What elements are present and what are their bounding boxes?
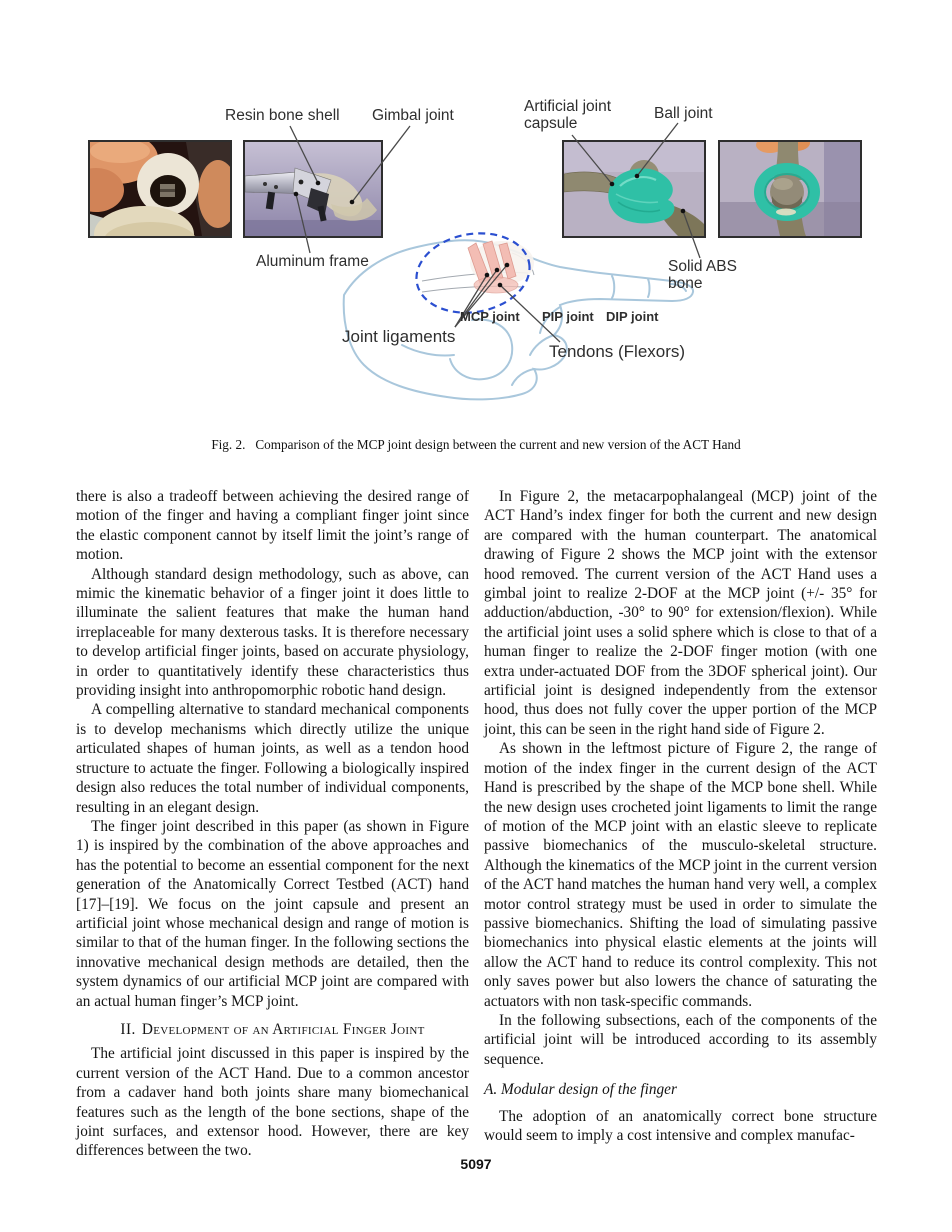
capsule-photo-art	[564, 142, 704, 236]
section-title: Development of an Artificial Finger Joint	[141, 1020, 425, 1038]
paragraph: As shown in the leftmost picture of Figure 2, the range of motion of the index finger in the current design of the ACT Hand is prescribed by the shape of the MCP bone shell. While the new design uses crocheted joint ligaments to limit the range of motion of the MCP joint with an elastic sleeve to replicate passive biomechanics of the musculo-skeletal structure. Although the kinematics of the MCP joint in the current version of the ACT hand matches the human hand very well, a complex motor control strategy must be used in order to simulate the passive biomechanics. Shifting the load of simulating passive biomechanics into physical elastic elements at the joints will allow the ACT hand to reduce its control complexity. This not only saves power but also lowers the chance of saturating the actuators with non task-specific commands.	[484, 740, 877, 1010]
paragraph: The adoption of an anatomically correct bone structure would seem to imply a cost intensive and complex manufac-	[484, 1107, 877, 1144]
photo-ball-joint	[718, 140, 862, 238]
gimbal-photo-art	[245, 142, 381, 236]
paragraph: there is also a tradeoff between achieving the desired range of motion of the finger and having a compliant finger joint since the elastic component cannot by itself limit the joint’s range of motion.	[76, 488, 469, 564]
left-column	[76, 487, 469, 1161]
label-solid-abs-bone: Solid ABS bone	[668, 258, 737, 292]
photo-gimbal-joint	[243, 140, 383, 238]
paragraph: A compelling alternative to standard mechanical components is to develop mechanisms which directly utilize the unique articulated shapes of human joints, as well as a tendon hood structure to actuate the finger. Following a biologically inspired design also reduces the total number of individual components, resulting in an elegant design.	[76, 701, 469, 816]
subsection-heading-a: A. Modular design of the finger	[484, 1081, 677, 1099]
figure-2	[72, 95, 880, 440]
right-column	[484, 487, 877, 1145]
label-ball-joint: Ball joint	[654, 105, 713, 122]
label-artificial-joint-capsule: Artificial joint capsule	[524, 98, 611, 132]
photo-current-bone-shell	[88, 140, 232, 238]
section-heading-2	[76, 1020, 469, 1039]
label-gimbal-joint: Gimbal joint	[372, 107, 454, 124]
paragraph: The artificial joint discussed in this paper is inspired by the current version of the ACT Hand. Due to a common ancestor from a cadaver hand both joints share many biomechanical features such as the length of the bone sections, shape of the joint surfaces, and extensor hood. However, there are key differences between the two.	[76, 1045, 469, 1160]
ball-joint-photo-art	[720, 142, 860, 236]
section-number: II.	[120, 1020, 136, 1038]
figure-caption	[76, 437, 876, 453]
label-dip-joint: DIP joint	[606, 309, 659, 324]
label-pip-joint: PIP joint	[542, 309, 594, 324]
label-tendons-flexors: Tendons (Flexors)	[549, 342, 686, 361]
paragraph: Although standard design methodology, such as above, can mimic the kinematic behavior of a finger joint it does little to illuminate the salient features that make the human hand irreplaceable for many dexterous tasks. It is therefore necessary to develop artificial finger joints, based on accurate physiology, in order to quantitatively identify these characteristics thus providing insight into anthropomorphic robotic hand design.	[76, 565, 469, 700]
photo-artificial-capsule	[562, 140, 706, 238]
page-number: 5097	[460, 1156, 492, 1172]
paragraph: In Figure 2, the metacarpophalangeal (MCP) joint of the ACT Hand’s index finger for both the current and new design are compared with the human counterpart. The anatomical drawing of Figure 2 shows the MCP joint with the extensor hood removed. The current version of the ACT Hand uses a gimbal joint to realize 2-DOF at the MCP joint (+/- 35° for adduction/abduction, -30° to 90° for extension/flexion). While the artificial joint uses a solid sphere which is close to that of a human finger to realize the 2-DOF finger motion (with one extra under-actuated DOF from the 3DOF spherical joint). Our artificial joint is designed independently from the extensor hood, thus does not fully cover the upper portion of the MCP joint, this can be seen in the right hand side of Figure 2.	[484, 488, 877, 738]
figure-caption-text: Comparison of the MCP joint design between the current and new version of the ACT Hand	[255, 437, 741, 452]
label-joint-ligaments: Joint ligaments	[342, 327, 456, 346]
label-resin-bone-shell: Resin bone shell	[225, 107, 340, 124]
paragraph: In the following subsections, each of the components of the artificial joint will be introduced according to its assembly sequence.	[484, 1011, 877, 1068]
figure-caption-number: Fig. 2.	[211, 437, 246, 452]
bone-shell-photo-art	[90, 142, 230, 236]
paragraph: The finger joint described in this paper (as shown in Figure 1) is inspired by the combination of the above approaches and has the potential to become an essential component for the next generation of the Anatomically Correct Testbed (ACT) hand [17]–[19]. We focus on the joint capsule and present an artificial joint whose mechanical design and range of motion is similar to that of the human finger. In the following sections the innovative mechanical design methods are detailed, then the system dynamics of our artificial MCP joint are compared with an actual human finger’s MCP joint.	[76, 817, 469, 1010]
label-mcp-joint: MCP joint	[460, 309, 520, 324]
label-aluminum-frame: Aluminum frame	[256, 253, 369, 270]
